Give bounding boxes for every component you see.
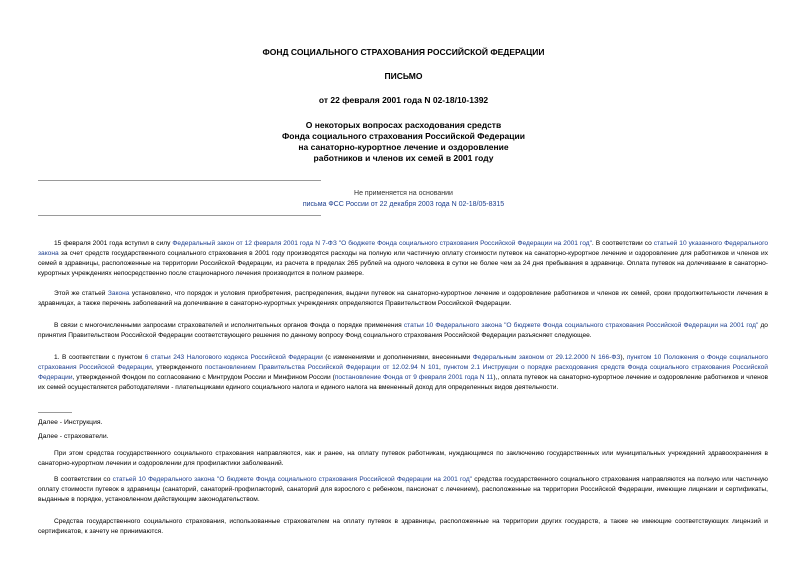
paragraph-4: 1. В соответствии с пунктом 6 статьи 243 Налогового кодекса Российской Федерации (с изменениями и дополнениями, внесенными Федеральным законом от 29.12.2000 N 166-ФЗ), пунктом 10 Положения о Фонде социального страхования Российской Федерации, утвержденного постановлением Правительства Российской Федерации от 12.02.94 N 101, пунктом 2.1 Инструкции о порядке расходования средств Фонда социального страхования Российской Федерации, утвержденной Фондом по согласованию с Минтрудом России и Минфином России (постановление Фонда от 9 февраля 2001 года N 11),, оплата путевок на санаторно-курортное лечение и оздоровление работников и членов их семей осуществляется работодателями - плательщиками единого социального налога и единого налога на вмененный доход для определенных видов деятельности. <box>38 354 769 391</box>
subject-line-2: Фонда социального страхования Российской Федерации <box>282 131 525 141</box>
divider-bottom <box>38 215 321 216</box>
link-law[interactable]: Закона <box>107 290 130 297</box>
doc-type: ПИСЬМО <box>384 71 423 81</box>
paragraph-1: 15 февраля 2001 года вступил в силу Федеральный закон от 12 февраля 2001 года N 7-ФЗ "О бюджете Фонда социального страхования Российской Федерации на 2001 год". В соответствии со статьей 10 указанного Федерального закона за счет средств государственного социального страхования в 2001 году производятся расходы на полную или частичную оплату стоимости путевок на санаторно-курортное лечение и оздоровление для работников и членов их семей в здравницы, расположенные на территории Российской Федерации, из расчета в пределах 265 рублей на одного человека в сутки не более чем за 24 дня пребывания в здравнице. Оплата путевок на долечивание в санаторно-курортных учреждениях непосредственно после стационарного лечения производится в полном размере. <box>38 240 768 277</box>
footnote-2: Далее - страхователи. <box>38 433 109 440</box>
subject-line-1: О некоторых вопросах расходования средств <box>305 120 502 130</box>
paragraph-6: В соответствии со статьей 10 Федерального закона "О бюджете Фонда социального страхования Российской Федерации на 2001 год" средства государственного социального страхования направляются на полную или частичную оплату стоимости путевок в здравницы (санаторий, санаторий-профилакторий, санаторий для взрослого с ребенком, пансионат с лечением), расположенные на территории Российской Федерации, имеющие лицензии и сертификаты, выданные в порядке, установленном действующим законодательством. <box>38 476 768 503</box>
link-instruction-p2-1[interactable]: пунктом 2.1 Инструкции о порядке расходования средств Фонда социального страхования Российской Федерации <box>38 364 768 381</box>
divider-top <box>38 180 321 181</box>
paragraph-2: Этой же статьей Закона установлено, что порядок и условия приобретения, распределения, выдачи путевок на санаторно-курортное лечение и оздоровление работников и членов их семей, сроки продолжительности лечения в здравницах, а также перечень заболеваний на долечивание в санаторно-курортных учреждениях определяются Правительством Российской Федерации. <box>38 290 768 307</box>
paragraph-5: При этом средства государственного социального страхования направляются, как и ранее, на оплату путевок работникам, нуждающимся по заключению государственных или муниципальных учреждений здравоохранения в санаторно-курортном лечении и оздоровлении для профилактики заболеваний. <box>38 450 768 467</box>
link-article-10[interactable]: статьей 10 указанного Федерального закона <box>38 240 768 257</box>
subject-line-4: работников и членов их семей в 2001 году <box>313 153 494 163</box>
link-article-10-law[interactable]: статьи 10 Федерального закона "О бюджете Фонда социального страхования Российской Федерации на 2001 год" <box>403 322 759 329</box>
doc-date: от 22 февраля 2001 года N 02-18/10-1392 <box>318 95 489 105</box>
link-fund-decree[interactable]: постановление Фонда от 9 февраля 2001 года N 11 <box>334 374 494 381</box>
paragraph-3: В связи с многочисленными запросами страхователей и исполнительных органов Фонда о порядке применения статьи 10 Федерального закона "О бюджете Фонда социального страхования Российской Федерации на 2001 год" до принятия Правительством Российской Федерации соответствующего решения по данному вопросу Фонд социального страхования Российской Федерации разъясняет следующее. <box>38 322 768 339</box>
org-name: ФОНД СОЦИАЛЬНОГО СТРАХОВАНИЯ РОССИЙСКОЙ ФЕДЕРАЦИИ <box>262 47 545 57</box>
link-federal-law[interactable]: Федеральный закон от 12 февраля 2001 года N 7-ФЗ "О бюджете Фонда социального страхования Российской Федерации на 2001 год" <box>172 240 592 247</box>
status-note-link[interactable]: письма ФСС России от 22 декабря 2003 года N 02-18/05-8315 <box>302 201 505 208</box>
link-regulation-p10[interactable]: пунктом 10 Положения о Фонде социального страхования Российской Федерации <box>38 354 769 371</box>
link-article-10-law-2[interactable]: статьей 10 Федерального закона "О бюджете Фонда социального страхования Российской Федерации на 2001 год" <box>112 476 473 483</box>
link-tax-code[interactable]: 6 статьи 243 Налогового кодекса Российской Федерации <box>144 354 323 361</box>
paragraph-7: Средства государственного социального страхования, использованные страхователем на оплату путевок в здравницы, расположенные на территории других государств, а также не имеющие соответствующих лицензий и сертификатов, к зачету не принимаются. <box>38 518 768 535</box>
footnote-divider <box>38 412 72 413</box>
link-government-decree[interactable]: постановлением Правительства Российской Федерации от 12.02.94 N 101 <box>204 364 439 371</box>
footnote-1: Далее - Инструкция. <box>38 419 103 426</box>
status-note: Не применяется на основании <box>354 190 453 197</box>
subject-line-3: на санаторно-курортное лечение и оздоровление <box>298 142 509 152</box>
link-law-166[interactable]: Федеральным законом от 29.12.2000 N 166-ФЗ <box>472 354 621 361</box>
